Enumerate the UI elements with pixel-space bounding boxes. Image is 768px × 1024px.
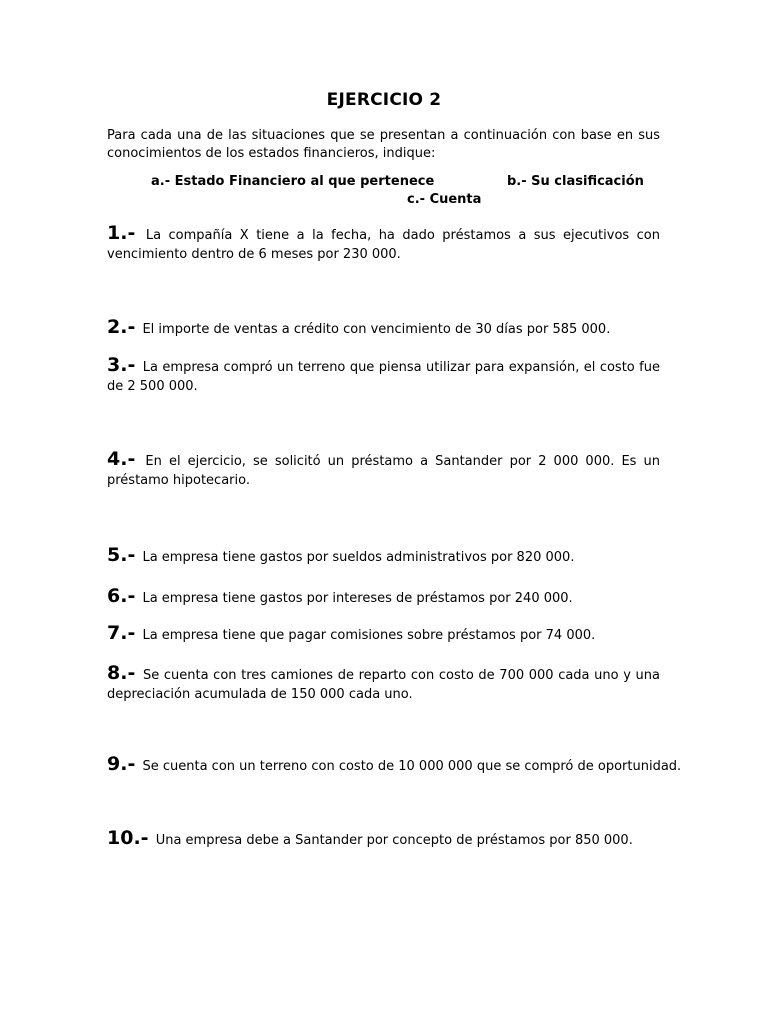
item-text: La empresa compró un terreno que piensa utilizar para expansión, el costo fue de 2 500 000. xyxy=(107,360,660,394)
item-number: 3.- xyxy=(107,354,136,376)
exercise-item-10 xyxy=(107,829,660,850)
exercise-item-7 xyxy=(107,624,660,645)
item-text: La compañía X tiene a la fecha, ha dado préstamos a sus ejecutivos con vencimiento dentro de 6 meses por 230 000. xyxy=(107,228,660,262)
item-number: 9.- xyxy=(107,753,136,775)
item-text: La empresa tiene gastos por intereses de préstamos por 240 000. xyxy=(142,591,573,606)
exercise-item-6 xyxy=(107,587,660,608)
item-number: 5.- xyxy=(107,544,136,566)
intro-paragraph: Para cada una de las situaciones que se presentan a continuación con base en sus conocimientos de los estados financieros, indique: xyxy=(107,128,660,161)
criterion-c: c.- Cuenta xyxy=(407,192,482,207)
criterion-b: b.- Su clasificación xyxy=(507,174,644,189)
item-text: Se cuenta con tres camiones de reparto con costo de 700 000 cada uno y una depreciación acumulada de 150 000 cada uno. xyxy=(107,668,660,702)
item-number: 7.- xyxy=(107,622,136,644)
exercise-item-4 xyxy=(107,450,660,490)
exercise-item-9 xyxy=(107,753,682,776)
item-text: En el ejercicio, se solicitó un préstamo a Santander por 2 000 000. Es un préstamo hipotecario. xyxy=(107,454,661,488)
item-text: Una empresa debe a Santander por concepto de préstamos por 850 000. xyxy=(155,833,633,848)
exercise-item-3 xyxy=(107,356,660,396)
exercise-item-8 xyxy=(107,664,660,704)
exercise-item-5 xyxy=(107,546,660,567)
item-number: 8.- xyxy=(107,662,136,684)
item-number: 2.- xyxy=(107,316,136,338)
item-text: La empresa tiene gastos por sueldos administrativos por 820 000. xyxy=(142,550,575,565)
item-text: Se cuenta con un terreno con costo de 10 000 000 que se compró de oportunidad. xyxy=(142,759,682,774)
exercise-item-2 xyxy=(107,318,660,339)
item-number: 10.- xyxy=(107,827,149,849)
criterion-a: a.- Estado Financiero al que pertenece xyxy=(151,174,435,189)
item-text: El importe de ventas a crédito con vencimiento de 30 días por 585 000. xyxy=(142,322,611,337)
item-number: 4.- xyxy=(107,448,136,470)
exercise-item-1 xyxy=(107,224,660,264)
item-text: La empresa tiene que pagar comisiones sobre préstamos por 74 000. xyxy=(142,628,596,643)
item-number: 6.- xyxy=(107,585,136,607)
item-number: 1.- xyxy=(107,222,136,244)
page-title: EJERCICIO 2 xyxy=(326,90,442,110)
